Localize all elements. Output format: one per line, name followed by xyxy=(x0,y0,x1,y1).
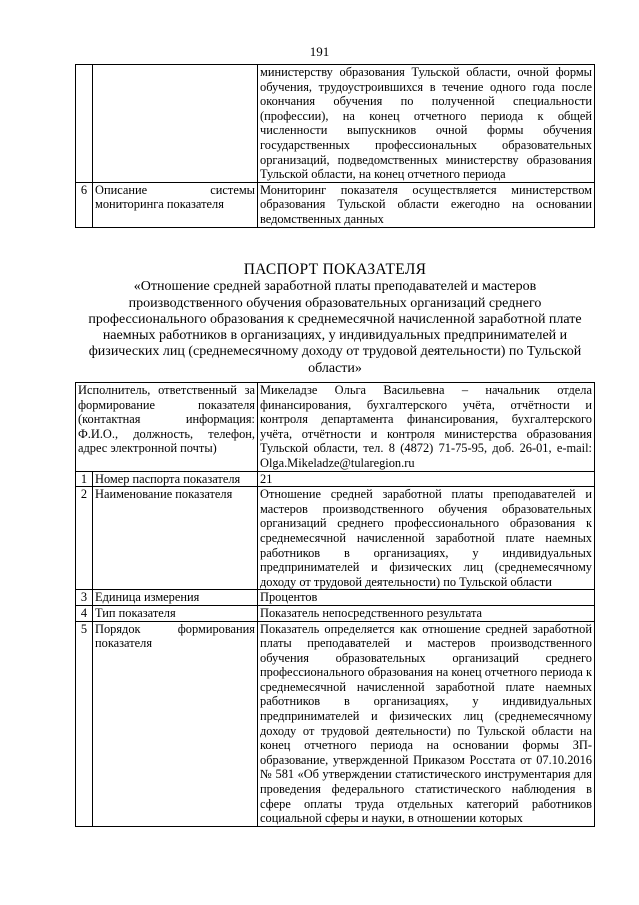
row-value: Процентов xyxy=(258,590,595,606)
row-number: 1 xyxy=(76,471,93,487)
row-name: Порядок формирования показателя xyxy=(93,621,258,826)
passport-subtitle: «Отношение средней заработной платы преподавателей и мастеров производственного обучения образовательных организаций среднего профессионального образования к среднемесячной начисленной заработной плате наемных работников в организациях, у индивидуальных предпринимателей и физических лиц (среднемесячному доходу от трудовой деятельности) по Тульской области» xyxy=(88,279,582,376)
row-number: 3 xyxy=(76,590,93,606)
row-value: Мониторинг показателя осуществляется министерством образования Тульской области ежегодно на основании ведомственных данных xyxy=(258,182,595,227)
continued-table xyxy=(75,64,595,228)
row-value: министерству образования Тульской области, очной формы обучения, трудоустроившихся в течение одного года после окончания обучения по полученной специальности (профессии), на конец отчетного периода к общей численности выпускников очной формы обучения государственных профессиональных образовательных организаций, подведомственных министерству образования Тульской области, на конец отчетного периода xyxy=(258,65,595,183)
table-row xyxy=(76,605,595,621)
row-name: Тип показателя xyxy=(93,605,258,621)
row-name: Номер паспорта показателя xyxy=(93,471,258,487)
row-value: 21 xyxy=(258,471,595,487)
row-value: Отношение средней заработной платы преподавателей и мастеров производственного обучения образовательных организаций среднего профессионального образования к среднемесячной начисленной заработной плате наемных работников в организациях, у индивидуальных предпринимателей и физических лиц (среднемесячному доходу от трудовой деятельности) по Тульской области xyxy=(258,487,595,590)
row-name: Описание системы мониторинга показателя xyxy=(93,182,258,227)
row-name: Единица измерения xyxy=(93,590,258,606)
row-number xyxy=(76,65,93,183)
row-number: 2 xyxy=(76,487,93,590)
table-row xyxy=(76,471,595,487)
row-value: Показатель определяется как отношение средней заработной платы преподавателей и мастеров производственного обучения образовательных организаций среднего профессионального образования на конец отчетного периода к среднемесячной начисленной заработной плате наемных работников в организациях, у индивидуальных предпринимателей и физических лиц (среднемесячному доходу от трудовой деятельности) по Тульской области на конец отчетного периода на основании формы ЗП-образование, утвержденной Приказом Росстата от 07.10.2016 № 581 «Об утверждении статистического инструментария для проведения федерального статистического наблюдения в сфере оплаты труда отдельных категорий работников социальной сферы и науки, в отношении которых xyxy=(258,621,595,826)
table-row xyxy=(76,383,595,472)
row-number: 5 xyxy=(76,621,93,826)
row-number: 4 xyxy=(76,605,93,621)
passport-heading xyxy=(80,262,590,377)
row-number: 6 xyxy=(76,182,93,227)
page-number: 191 xyxy=(309,44,330,59)
passport-table xyxy=(75,382,595,827)
table-row xyxy=(76,621,595,826)
passport-title: ПАСПОРТ ПОКАЗАТЕЛЯ xyxy=(243,261,427,278)
row-name: Наименование показателя xyxy=(93,487,258,590)
row-name xyxy=(93,65,258,183)
row-value: Показатель непосредственного результата xyxy=(258,605,595,621)
table-row xyxy=(76,182,595,227)
table-row xyxy=(76,590,595,606)
table-row xyxy=(76,487,595,590)
executor-value: Микеладзе Ольга Васильевна – начальник отдела финансирования, бухгалтерского учёта, отчётности и контроля департамента финансирования, бухгалтерского учёта, отчётности и контроля министерства образования Тульской области, тел. 8 (4872) 71-75-95, доб. 26-01, e-mail: Olga.Mikeladze@tularegion.ru xyxy=(258,383,595,472)
executor-label: Исполнитель, ответственный за формирование показателя (контактная информация: Ф.И.О., должность, телефон, адрес электронной почты) xyxy=(76,383,258,472)
table-row xyxy=(76,65,595,183)
